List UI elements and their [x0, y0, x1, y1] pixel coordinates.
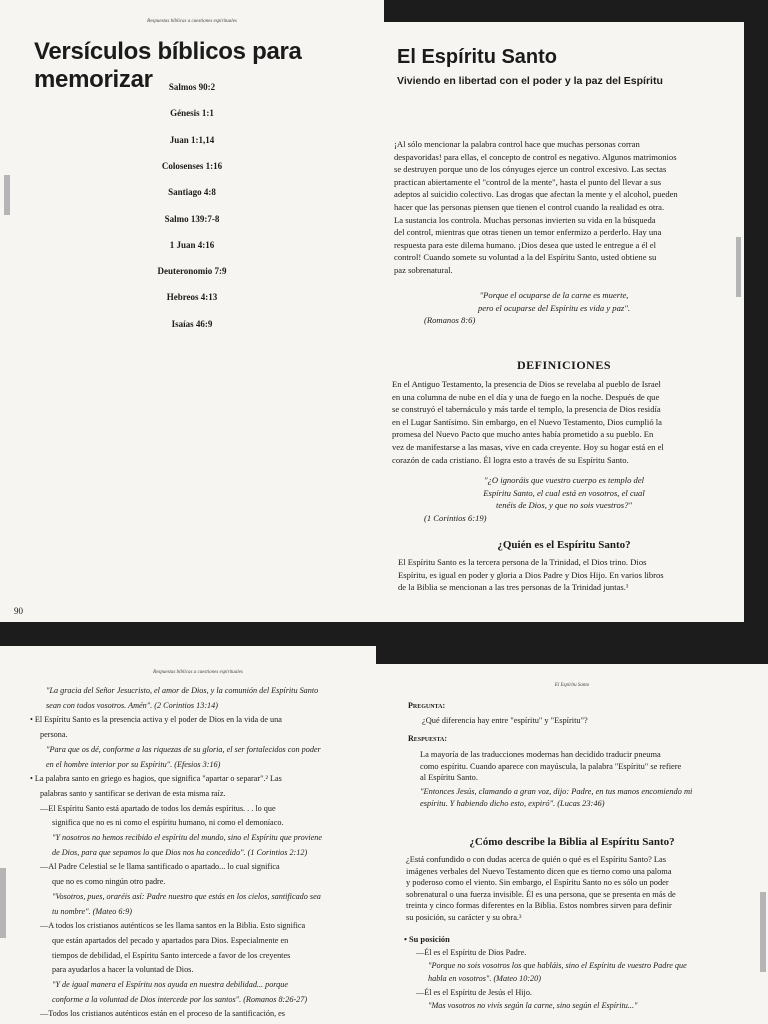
text-line: vez de manifestarse a las masas, vive en cada creyente. Hoy su hogar está en el — [392, 441, 664, 452]
text-line: significa que no es ni como el espíritu humano, ni como el demoníaco. — [52, 818, 284, 828]
quote-line: tenéis de Dios, y que no sois vuestros?" — [496, 500, 632, 511]
verse-reference: 1 Juan 4:16 — [169, 239, 215, 250]
scripture-quote-corintios — [424, 474, 704, 524]
text-line: —A todos los cristianos auténticos se les llama santos en la Biblia. Esto significa — [40, 921, 306, 931]
respuesta-quote — [420, 786, 760, 809]
text-line: sobrenatural o una fuerza invisible. Él es una persona, que se presenta en más de — [406, 889, 676, 899]
intro-paragraph — [394, 138, 724, 277]
verse-reference: Santiago 4:8 — [168, 187, 216, 198]
verse-reference: Salmo 139:7-8 — [164, 213, 220, 224]
scan-edge-mark — [760, 892, 766, 972]
text-line: Espíritu, es igual en poder y gloria a Dios Padre y Dios Hijo. En varios libros — [398, 569, 664, 580]
page-verses — [0, 0, 384, 622]
page-title: Versículos bíblicos para memorizar — [34, 38, 302, 93]
text-line: persona. — [40, 730, 68, 740]
text-line: "La gracia del Señor Jesucristo, el amor de Dios, y la comunión del Espíritu Santo — [46, 686, 319, 695]
chapter-subtitle: Viviendo en libertad con el poder y la paz del Espíritu — [397, 75, 663, 87]
text-line: corazón de cada cristiano. Él logra esto a través de su Espíritu Santo. — [392, 454, 629, 465]
text-line: control! Cuando somete su voluntad a la del Espíritu Santo, usted obtiene su — [394, 252, 657, 263]
text-line: "Vosotros, pues, oraréis así: Padre nuestro que estás en los cielos, santificado sea — [52, 891, 321, 901]
text-line: al Espíritu Santo. — [420, 773, 478, 783]
respuesta-paragraph — [420, 749, 760, 784]
text-line: que no es como ningún otro padre. — [52, 877, 166, 887]
page-espiritu-santo — [384, 22, 744, 622]
como-paragraph — [406, 854, 758, 924]
text-line: y poderoso como el viento. Sin embargo, el Espíritu Santo no es sólo un poder — [406, 878, 669, 888]
text-line: El Espíritu Santo es la tercera persona de la Trinidad, el Dios trino. Dios — [398, 557, 647, 567]
page-respuestas — [0, 646, 376, 1024]
scan-edge-mark — [4, 175, 10, 215]
posicion-heading: • Su posición — [404, 935, 450, 944]
text-line: ¿Está confundido o con dudas acerca de quién o qué es el Espíritu Santo? Las — [406, 855, 667, 864]
text-line: que están apartados del pecado y apartados para Dios. Especialmente en — [52, 935, 289, 945]
text-line: promesa del Nuevo Pacto que mucho antes había prometido a su pueblo. En — [392, 429, 654, 440]
quote-line: Espíritu Santo, el cual está en vosotros, el cual — [483, 487, 645, 498]
text-line: —Él es el Espíritu de Dios Padre. — [416, 948, 527, 957]
verse-reference: Hebreos 4:13 — [166, 292, 218, 303]
text-line: conforme a la voluntad de Dios intercede por los santos". (Romanos 8:26-27) — [52, 994, 308, 1004]
pregunta-label: Pregunta: — [408, 701, 446, 710]
quote-line: "¿O ignoráis que vuestro cuerpo es templo del — [483, 475, 645, 485]
quote-line: "Porque el ocuparse de la carne es muerte, — [479, 290, 629, 300]
text-line: "Porque no sois vosotros los que habláis, sino el Espíritu de vuestro Padre que — [428, 961, 687, 971]
text-line: —El Espíritu Santo está apartado de todos los demás espíritus. . . lo que — [40, 803, 276, 813]
text-line: tu nombre". (Mateo 6:9) — [52, 906, 132, 916]
text-line: sean con todos vosotros. Amén". (2 Corintios 13:14) — [46, 700, 218, 710]
text-line: en el Lugar Santísimo. Sin embargo, en el Nuevo Testamento, Dios cumplió la — [392, 416, 662, 427]
verse-reference: Isaías 46:9 — [171, 318, 213, 329]
text-line: su posición, su carácter y su obra.³ — [406, 912, 522, 922]
text-line: palabras santo y santificar se derivan de esta misma raíz. — [40, 788, 226, 798]
text-line: "Y de igual manera el Espíritu nos ayuda en nuestra debilidad... porque — [52, 980, 289, 989]
text-line: practican abiertamente el "control de la mente", hasta el punto del llevar a sus — [394, 176, 662, 187]
text-line: como espíritu. Cuando aparece con mayúscula, la palabra "Espíritu" se refiere — [420, 761, 682, 771]
quote-line: (Romanos 8:6) — [424, 315, 476, 326]
verse-reference: Génesis 1:1 — [170, 108, 214, 119]
text-line: —Todos los cristianos auténticos están en el proceso de la santificación, es — [40, 1009, 285, 1019]
text-line: despavoridas! para ellas, el concepto de control es negativo. Algunos matrimonios — [394, 151, 677, 162]
pregunta-text: ¿Qué diferencia hay entre "espíritu" y "Espíritu"? — [422, 716, 588, 725]
text-line: hacer que las personas piensen que tienen el control cuando la realidad es otra. — [394, 201, 665, 212]
text-line: respuesta para este dilema humano. ¡Dios desea que usted le entregue a él el — [394, 239, 657, 250]
text-line: se construyó el tabernáculo y más tarde el templo, la presencia de Dios residía — [392, 404, 661, 415]
quote-line: espíritu. Y habiendo dicho esto, expiró". (Lucas 23:46) — [420, 798, 605, 808]
text-line: —Él es el Espíritu de Jesús el Hijo. — [416, 987, 532, 997]
definitions-paragraph — [392, 378, 724, 466]
running-head: El Espíritu Santo — [554, 683, 590, 688]
definitions-heading: DEFINICIONES — [516, 358, 612, 372]
text-line: ¡Al sólo mencionar la palabra control hace que muchas personas corran — [394, 139, 640, 149]
text-line: imágenes verbales del Nuevo Testamento dicen que es tierno como una paloma — [406, 866, 672, 876]
como-heading: ¿Cómo describe la Biblia al Espíritu Santo? — [469, 836, 675, 848]
chapter-title: El Espíritu Santo — [397, 46, 558, 68]
text-line: de Dios, para que sepamos lo que Dios nos ha concedido". (1 Corintios 2:12) — [52, 847, 308, 857]
text-line: se destruyen porque uno de los cónyuges ejerce un control excesivo. Las sectas — [394, 164, 667, 175]
text-line: "Y nosotros no hemos recibido el espíritu del mundo, sino el Espíritu que proviene — [52, 833, 322, 842]
text-line: tiempos de debilidad, el Espíritu Santo intercede a favor de los creyentes — [52, 950, 291, 960]
scan-edge-mark — [736, 237, 741, 297]
text-line: adeptos al suicidio colectivo. Las drogas que afectan la mente y el alcohol, pueden — [394, 189, 678, 200]
scripture-quote-romanos — [424, 289, 684, 327]
text-line: habla en vosotros". (Mateo 10:20) — [428, 974, 541, 984]
verse-reference: Juan 1:1,14 — [169, 134, 215, 145]
text-line: en una columna de nube en el día y una de fuego en la noche. Después de que — [392, 391, 660, 402]
text-line: En el Antiguo Testamento, la presencia de Dios se revelaba al pueblo de Israel — [392, 379, 661, 389]
text-line: "Mas vosotros no vivís según la carne, sino según el Espíritu..." — [428, 1000, 638, 1010]
text-line: en el hombre interior por su Espíritu". (Efesios 3:16) — [46, 759, 221, 769]
verse-reference: Deuteronomio 7:9 — [157, 266, 227, 277]
verse-reference: Salmos 90:2 — [168, 82, 216, 92]
text-line: • La palabra santo en griego es hagios, que significa "apartar o separar".² Las — [30, 774, 282, 784]
who-paragraph — [398, 556, 720, 594]
text-line: La sustancia los controla. Muchas personas invierten su vida en la búsqueda — [394, 214, 656, 225]
quote-line: "Entonces Jesús, clamando a gran voz, dijo: Padre, en tus manos encomiendo mi — [420, 787, 693, 796]
text-line: • El Espíritu Santo es la presencia activa y el poder de Dios en la vida de una — [30, 715, 282, 725]
text-line: "Para que os dé, conforme a las riquezas de su gloria, el ser fortalecidos con poder — [46, 744, 321, 754]
running-head: Respuestas bíblicas a cuestiones espirituales — [147, 19, 237, 24]
page-pregunta-respuesta — [376, 664, 768, 1024]
quote-line: (1 Corintios 6:19) — [424, 512, 487, 523]
page-number: 90 — [14, 606, 23, 616]
text-line: de la Biblia se mencionan a las tres personas de la Trinidad juntas.¹ — [398, 582, 629, 593]
text-line: del control, mientras que otras tienen un temor enfermizo a perderlo. Hay una — [394, 227, 662, 238]
text-line: La mayoría de las traducciones modernas han decidido traducir pneuma — [420, 750, 661, 759]
scan-edge-mark — [0, 868, 6, 938]
who-heading: ¿Quién es el Espíritu Santo? — [497, 539, 631, 551]
text-line: —Al Padre Celestial se le llama santificado o apartado... lo cual significa — [40, 862, 280, 872]
verse-reference: Colosenses 1:16 — [161, 160, 223, 171]
text-line: paz sobrenatural. — [394, 264, 453, 275]
respuesta-label: Respuesta: — [408, 734, 448, 743]
text-line: para ayudarlos a hacer la voluntad de Dios. — [52, 965, 194, 975]
text-line: treinta y cinco formas diferentes en la Biblia. Estos nombres sirven para definir — [406, 901, 672, 911]
quote-line: pero el ocuparse del Espíritu es vida y paz". — [478, 302, 630, 313]
running-head: Respuestas bíblicas a cuestiones espirituales — [153, 670, 243, 675]
